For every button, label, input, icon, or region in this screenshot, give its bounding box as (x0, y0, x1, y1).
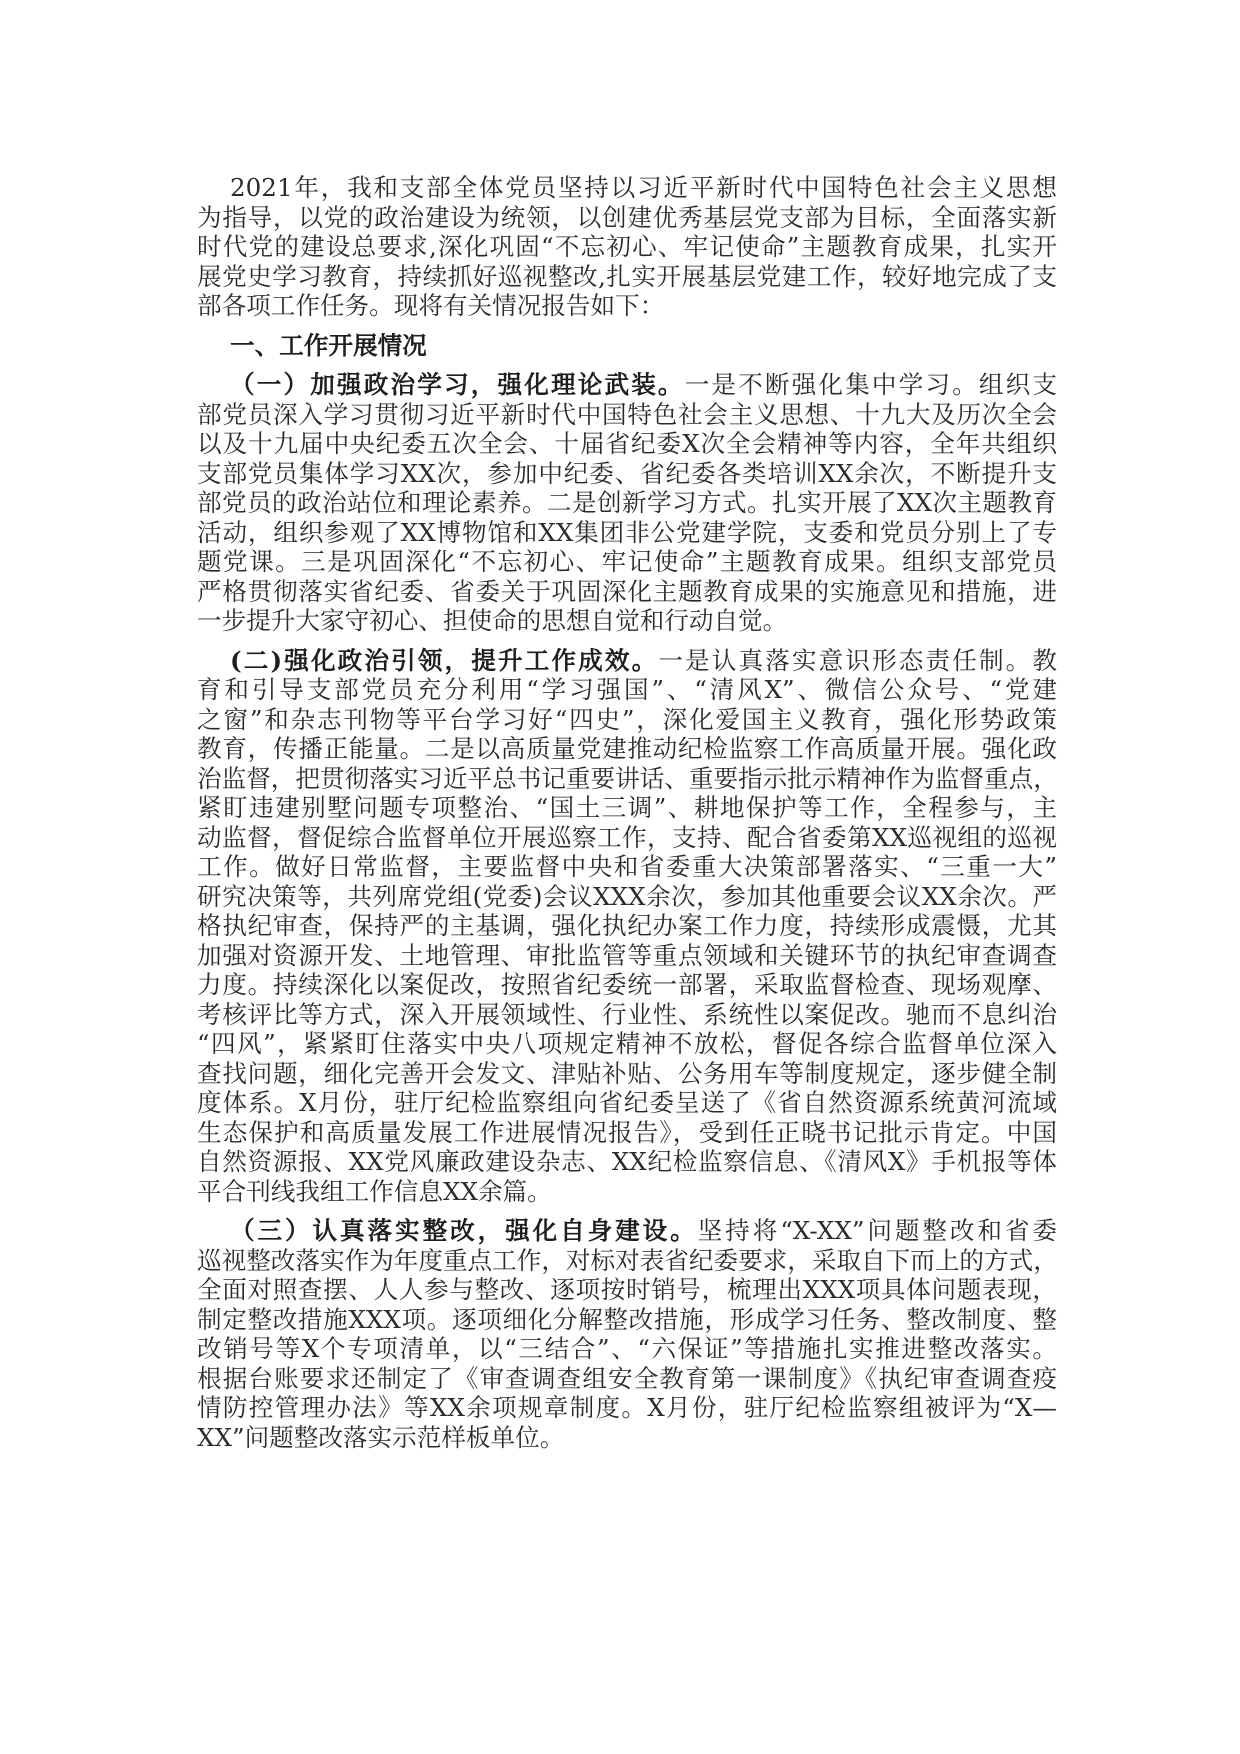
text-line: 改销号等X个专项清单，以“三结合”、“六保证”等措施扎实推进整改落实。 (197, 1334, 1057, 1363)
section-text: 一是认真落实意识形态责任制。教 (658, 645, 1057, 675)
text-line: 为指导，以党的政治建设为统领，以创建优秀基层党支部为目标，全面落实新 (197, 202, 1057, 232)
text-line: 展党史学习教育，持续抓好巡视整改,扎实开展基层党建工作，较好地完成了支 (197, 261, 1057, 291)
text-line: 以及十九届中央纪委五次全会、十届省纪委X次全会精神等内容，全年共组织 (197, 429, 1057, 458)
text-line: 部党员深入学习贯彻习近平新时代中国特色社会主义思想、十九大及历次全会 (197, 399, 1057, 429)
text-line: 格执纪审查，保持严的主基调，强化执纪办案工作力度，持续形成震慑，尤其 (197, 911, 1057, 940)
text-line: 平合刊线我组工作信息XX余篇。 (197, 1176, 552, 1206)
text-line: “四风”，紧紧盯住落实中央八项规定精神不放松，督促各综合监督单位深入 (197, 1029, 1057, 1058)
section-lead-title: （一）加强政治学习，强化理论武装。 (230, 370, 685, 399)
text-line: 治监督，把贯彻落实习近平总书记重要讲话、重要指示批示精神作为监督重点， (197, 763, 1058, 793)
section-paragraph (197, 646, 1057, 1207)
text-line: XX”问题整改落实示范样板单位。 (197, 1422, 565, 1452)
text-line: 巡视整改落实作为年度重点工作，对标对表省纪委要求，采取自下而上的方式， (197, 1245, 1058, 1275)
text-line: 部各项工作任务。现将有关情况报告如下： (197, 291, 665, 320)
text-line: 自然资源报、XX党风廉政建设杂志、XX纪检监察信息、《清风X》手机报等体 (197, 1147, 1057, 1176)
text-line: 根据台账要求还制定了《审查调查组安全教育第一课制度》《执纪审查调查疫 (197, 1363, 1057, 1393)
text-line: 全面对照查摆、人人参与整改、逐项按时销号，梳理出XXX项具体问题表现， (197, 1275, 1057, 1304)
intro-paragraph (197, 173, 1057, 321)
text-line: 紧盯违建别墅问题专项整治、“国土三调”、耕地保护等工作，全程参与，主 (197, 793, 1057, 822)
section-text: 坚持将“X-XX”问题整改和省委 (697, 1216, 1057, 1245)
text-line: 制定整改措施XXX项。逐项细化分解整改措施，形成学习任务、整改制度、整 (197, 1304, 1057, 1334)
section-paragraph (197, 1216, 1057, 1452)
text-line: 支部党员集体学习XX次，参加中纪委、省纪委各类培训XX余次，不断提升支 (197, 458, 1057, 488)
section-text: 一是不断强化集中学习。组织支 (684, 370, 1057, 399)
text-line: 工作。做好日常监督，主要监督中央和省委重大决策部署落实、“三重一大” (197, 852, 1057, 881)
section-heading: 一、工作开展情况 (230, 330, 427, 360)
text-line: 加强对资源开发、土地管理、审批监管等重点领域和关键环节的执纪审查调查 (197, 940, 1057, 970)
text-line: 育和引导支部党员充分利用“学习强国”、“清风X”、微信公众号、“党建 (197, 675, 1057, 704)
text-line: 动监督，督促综合监督单位开展巡察工作，支持、配合省委第XX巡视组的巡视 (197, 822, 1057, 852)
text-line: 一步提升大家守初心、担使命的思想自觉和行动自觉。 (197, 606, 788, 635)
text-line: 严格贯彻落实省纪委、省委关于巩固深化主题教育成果的实施意见和措施，进 (197, 576, 1057, 606)
text-line (197, 370, 1057, 400)
text-line: 之窗”和杂志刊物等平台学习好“四史”，深化爱国主义教育，强化形势政策 (197, 704, 1057, 734)
text-line: 生态保护和高质量发展工作进展情况报告》，受到任正晓书记批示肯定。中国 (197, 1117, 1057, 1147)
text-line: 考核评比等方式，深入开展领域性、行业性、系统性以案促改。驰而不息纠治 (197, 999, 1057, 1029)
document-body (197, 173, 1057, 1452)
text-line (197, 1216, 1057, 1246)
text-line: 度体系。X月份，驻厅纪检监察组向省纪委呈送了《省自然资源系统黄河流域 (197, 1088, 1057, 1117)
text-line: 教育，传播正能量。二是以高质量党建推动纪检监察工作高质量开展。强化政 (197, 734, 1057, 763)
text-line: 查找问题，细化完善开会发文、津贴补贴、公务用车等制度规定，逐步健全制 (197, 1058, 1057, 1088)
text-line: 力度。持续深化以案促改，按照省纪委统一部署，采取监督检查、现场观摩、 (197, 970, 1057, 999)
text-line: 时代党的建设总要求,深化巩固“不忘初心、牢记使命”主题教育成果，扎实开 (197, 232, 1057, 261)
text-line: 题党课。三是巩固深化“不忘初心、牢记使命”主题教育成果。组织支部党员 (197, 547, 1057, 576)
text-line: 2021年，我和支部全体党员坚持以习近平新时代中国特色社会主义思想 (230, 173, 1057, 202)
text-line: 研究决策等，共列席党组(党委)会议XXX余次，参加其他重要会议XX余次。严 (197, 881, 1057, 911)
section-lead-title: (二)强化政治引领，提升工作成效。 (230, 645, 659, 675)
section-paragraph (197, 370, 1057, 636)
text-line: 部党员的政治站位和理论素养。二是创新学习方式。扎实开展了XX次主题教育 (197, 488, 1057, 517)
text-line: 活动，组织参观了XX博物馆和XX集团非公党建学院，支委和党员分别上了专 (197, 517, 1057, 547)
section-lead-title: （三）认真落实整改，强化自身建设。 (230, 1216, 698, 1245)
text-line (197, 646, 1057, 676)
text-line: 情防控管理办法》等XX余项规章制度。X月份，驻厅纪检监察组被评为“X— (197, 1393, 1057, 1422)
